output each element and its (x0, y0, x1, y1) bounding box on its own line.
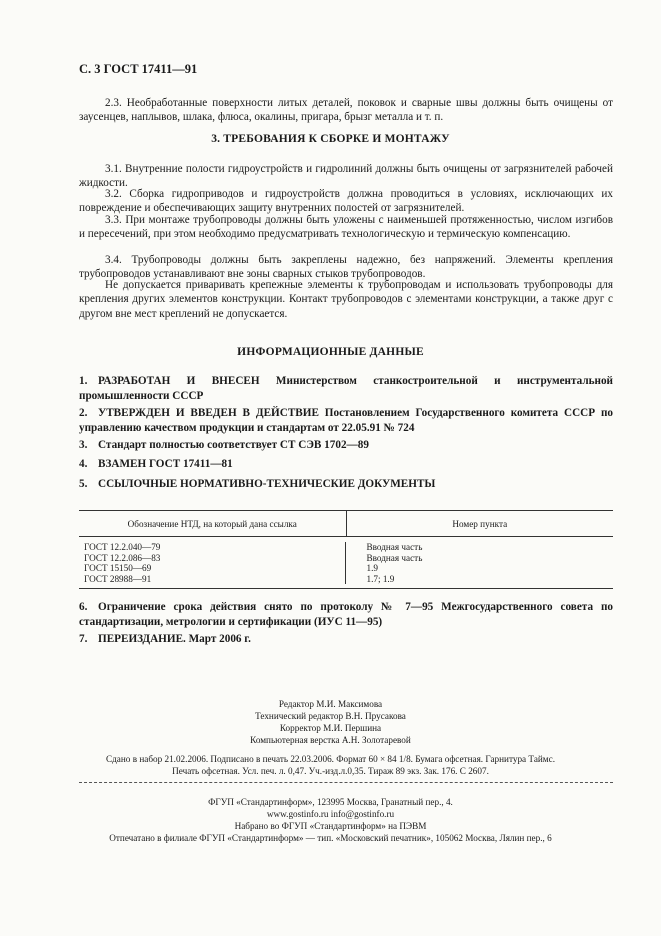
info-item-text: ПЕРЕИЗДАНИЕ. Март 2006 г. (98, 633, 251, 645)
info-item-text: Стандарт полностью соответствует СТ СЭВ 1702—89 (98, 439, 369, 451)
table-column-items (346, 542, 613, 584)
paragraph-2-3: 2.3. Необработанные поверхности литых деталей, поковок и сварные швы должны быть очищены от заусенцев, наплывов, шлака, флюса, окалины, пригара, брызг металла и т. п. (79, 97, 613, 124)
paragraph-3-4: 3.4. Трубопроводы должны быть закреплены надежно, без напряжений. Элементы крепления трубопроводов устанавливают вне зоны сварных стыков трубопроводов. (79, 254, 613, 281)
table-cell: 1.7; 1.9 (366, 573, 395, 584)
imprint-editor: Редактор М.И. Максимова (278, 699, 383, 709)
info-item-2 (79, 406, 613, 435)
info-item-text: ССЫЛОЧНЫЕ НОРМАТИВНО-ТЕХНИЧЕСКИЕ ДОКУМЕНТЫ (98, 478, 436, 490)
divider (79, 782, 613, 783)
table-cell: 1.9 (366, 563, 378, 573)
imprint-publisher: ФГУП «Стандартинформ», 123995 Москва, Гранатный пер., 4. (208, 797, 453, 807)
info-item-number: 3. (79, 439, 88, 451)
imprint-print-details: Сдано в набор 21.02.2006. Подписано в печать 22.03.2006. Формат 60 × 84 1/8. Бумага офсетная. Гарнитура Таймс. (106, 754, 555, 764)
paragraph-3-2: 3.2. Сборка гидроприводов и гидроустройств должна проводиться в условиях, исключающих их повреждение и обеспечивающих защиту внутренних полостей от загрязнителей. (79, 188, 613, 215)
info-item-text: УТВЕРЖДЕН И ВВЕДЕН В ДЕЙСТВИЕ Постановлением Государственного комитета СССР по управлению качеством продукции и стандартам от 22.05.91 № 724 (79, 407, 613, 434)
info-item-number: 4. (79, 458, 88, 470)
table-body (79, 537, 613, 589)
imprint-corrector: Корректор М.И. Першина (279, 723, 382, 733)
info-item-5 (79, 477, 613, 492)
paragraph-3-1: 3.1. Внутренние полости гидроустройств и гидролиний должны быть очищены от загрязнителей рабочей жидкости. (79, 163, 613, 190)
imprint-tech-editor: Технический редактор В.Н. Прусакова (255, 711, 406, 721)
info-item-6 (79, 600, 613, 629)
info-item-text: ВЗАМЕН ГОСТ 17411—81 (98, 458, 233, 470)
table-cell: ГОСТ 15150—69 (84, 563, 152, 573)
imprint-web: www.gostinfo.ru info@gostinfo.ru (266, 809, 395, 819)
imprint-layout: Компьютерная верстка А.Н. Золотаревой (250, 735, 411, 745)
imprint-typeset: Набрано во ФГУП «Стандартинформ» на ПЭВМ (234, 821, 427, 831)
paragraph-3-4-cont: Не допускается приваривать крепежные элементы к трубопроводам и использовать трубопроводы для крепления других элементов конструкции. Контакт трубопроводов с элементами конструкции, а также друг с другом вне мест креплений не допускается. (79, 279, 613, 320)
table-cell: ГОСТ 12.2.040—79 (84, 542, 161, 552)
info-item-number: 2. (79, 407, 88, 419)
info-item-1 (79, 374, 613, 403)
table-column-docs (79, 542, 346, 584)
table-cell: Вводная часть (366, 552, 423, 563)
info-item-number: 7. (79, 633, 88, 645)
reference-table (79, 510, 613, 589)
info-item-number: 6. (79, 601, 88, 613)
table-header-cell: Номер пункта (452, 518, 508, 529)
info-item-4 (79, 457, 613, 472)
table-header (79, 510, 613, 537)
imprint-printed: Отпечатано в филиале ФГУП «Стандартинформ» — тип. «Московский печатник», 105062 Москва, Лялин пер., 6 (109, 833, 552, 843)
table-cell: ГОСТ 12.2.086—83 (84, 552, 161, 563)
table-cell: ГОСТ 28988—91 (84, 573, 152, 584)
paragraph-3-3: 3.3. При монтаже трубопроводы должны быть уложены с наименьшей протяженностью, числом изгибов и пересечений, при этом необходимо предусматривать технологическую и термическую компенсацию. (79, 214, 613, 241)
section-3-title: 3. ТРЕБОВАНИЯ К СБОРКЕ И МОНТАЖУ (211, 133, 450, 145)
info-item-number: 5. (79, 478, 88, 490)
info-item-3 (79, 438, 613, 453)
table-cell: Вводная часть (366, 542, 423, 552)
info-item-text: РАЗРАБОТАН И ВНЕСЕН Министерством станкостроительной и инструментальной промышленности СССР (79, 375, 613, 402)
info-item-number: 1. (79, 375, 88, 387)
imprint-print-details-2: Печать офсетная. Усл. печ. л. 0,47. Уч.-изд.л.0,35. Тираж 89 экз. Зак. 176. С 2607. (172, 766, 489, 776)
info-title: ИНФОРМАЦИОННЫЕ ДАННЫЕ (237, 346, 424, 358)
info-item-7 (79, 632, 613, 647)
table-header-cell: Обозначение НТД, на который дана ссылка (79, 511, 347, 536)
page-header: С. 3 ГОСТ 17411—91 (79, 62, 198, 76)
info-item-text: Ограничение срока действия снято по протоколу № 7—95 Межгосударственного совета по стандартизации, метрологии и сертификации (ИУС 11—95) (79, 601, 613, 628)
